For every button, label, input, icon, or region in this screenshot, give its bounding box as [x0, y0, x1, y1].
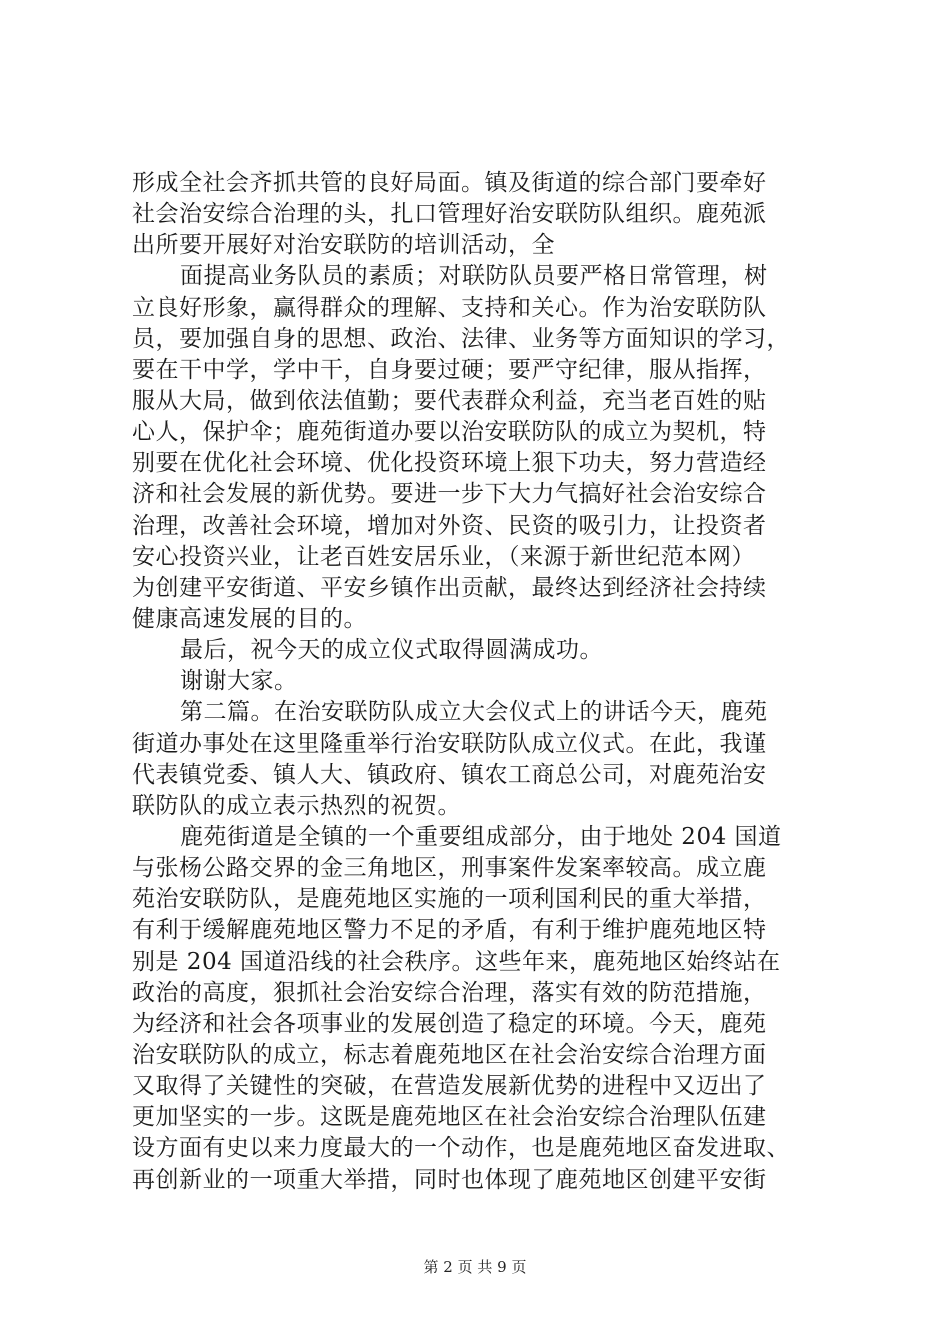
text-line: 治安联防队的成立，标志着鹿苑地区在社会治安综合治理方面: [132, 1041, 767, 1068]
text-line: 立良好形象，赢得群众的理解、支持和关心。作为治安联防队: [132, 294, 767, 321]
text-line: 为经济和社会各项事业的发展创造了稳定的环境。今天，鹿苑: [132, 1010, 767, 1037]
text-line: 为创建平安街道、平安乡镇作出贡献，最终达到经济社会持续: [132, 574, 767, 601]
text-line: 鹿苑街道是全镇的一个重要组成部分，由于地处 204 国道: [180, 823, 782, 850]
text-line: 更加坚实的一步。这既是鹿苑地区在社会治安综合治理队伍建: [132, 1104, 767, 1131]
text-line: 苑治安联防队，是鹿苑地区实施的一项利国利民的重大举措，: [132, 886, 767, 913]
text-line: 员，要加强自身的思想、政治、法律、业务等方面知识的学习，: [132, 325, 790, 352]
text-line: 形成全社会齐抓共管的良好局面。镇及街道的综合部门要牵好: [132, 170, 767, 196]
text-line: 别是 204 国道沿线的社会秩序。这些年来，鹿苑地区始终站在: [132, 948, 781, 975]
text-line: 服从大局，做到依法值勤；要代表群众利益，充当老百姓的贴: [132, 387, 767, 414]
text-line: 健康高速发展的目的。: [132, 605, 367, 632]
text-line: 治理，改善社会环境，增加对外资、民资的吸引力，让投资者: [132, 512, 767, 539]
text-line: 面提高业务队员的素质；对联防队员要严格日常管理，树: [180, 263, 768, 290]
text-line: 心人，保护伞；鹿苑街道办要以治安联防队的成立为契机，特: [132, 419, 767, 446]
text-line: 再创新业的一项重大举措，同时也体现了鹿苑地区创建平安街: [132, 1166, 767, 1193]
text-line: 要在干中学，学中干，自身要过硬；要严守纪律，服从指挥，: [132, 356, 767, 383]
text-line: 联防队的成立表示热烈的祝贺。: [132, 792, 461, 819]
text-line: 谢谢大家。: [180, 668, 298, 695]
text-line: 第二篇。在治安联防队成立大会仪式上的讲话今天，鹿苑: [180, 699, 768, 726]
text-line: 最后，祝今天的成立仪式取得圆满成功。: [180, 637, 603, 664]
page-footer: 第 2 页 共 9 页: [423, 1258, 527, 1276]
text-line: 安心投资兴业，让老百姓安居乐业，（来源于新世纪范本网）: [132, 543, 755, 570]
text-line: 济和社会发展的新优势。要进一步下大力气搞好社会治安综合: [132, 481, 767, 508]
text-line: 别要在优化社会环境、优化投资环境上狠下功夫，努力营造经: [132, 450, 767, 477]
text-line: 政治的高度，狠抓社会治安综合治理，落实有效的防范措施，: [132, 979, 767, 1006]
document-body: [132, 168, 852, 1196]
text-line: 又取得了关键性的突破，在营造发展新优势的进程中又迈出了: [132, 1073, 767, 1100]
text-line: 代表镇党委、镇人大、镇政府、镇农工商总公司，对鹿苑治安: [132, 761, 767, 788]
text-line: 与张杨公路交界的金三角地区，刑事案件发案率较高。成立鹿: [132, 855, 767, 882]
text-line: 街道办事处在这里隆重举行治安联防队成立仪式。在此，我谨: [132, 730, 767, 757]
text-line: 出所要开展好对治安联防的培训活动，全: [132, 232, 555, 259]
text-line: 设方面有史以来力度最大的一个动作，也是鹿苑地区奋发进取、: [132, 1135, 790, 1162]
text-line: 社会治安综合治理的头，扎口管理好治安联防队组织。鹿苑派: [132, 201, 767, 228]
text-line: 有利于缓解鹿苑地区警力不足的矛盾，有利于维护鹿苑地区特: [132, 917, 767, 944]
